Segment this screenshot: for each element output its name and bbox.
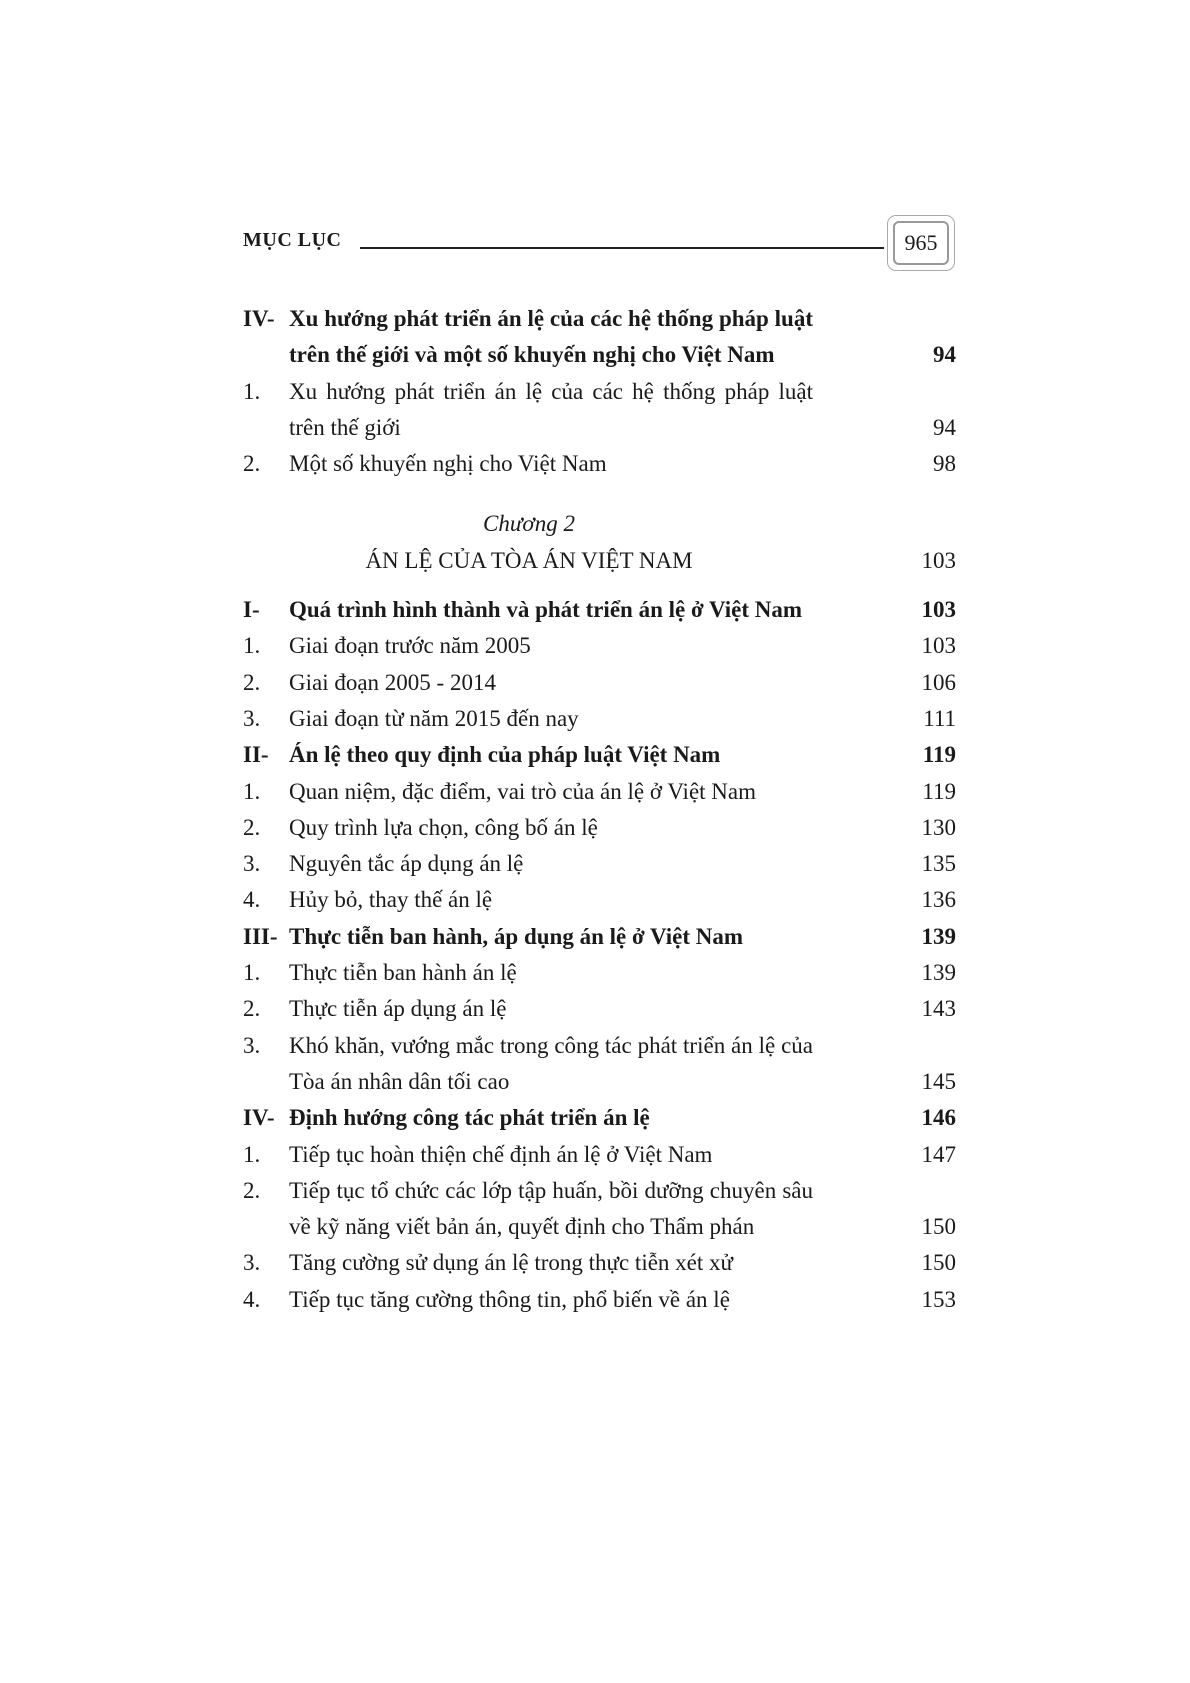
toc-entry[interactable]: [243, 774, 956, 810]
entry-number: 1.: [243, 378, 261, 404]
toc-entry[interactable]: [243, 955, 956, 991]
entry-title: Tiếp tục tăng cường thông tin, phổ biến về án lệ: [289, 1286, 730, 1312]
entry-page: 145: [921, 1068, 956, 1094]
entry-page: 150: [921, 1214, 956, 1240]
entry-title: Xu hướng phát triển án lệ của các hệ thống pháp luật trên thế giới: [289, 378, 813, 440]
entry-title: Tiếp tục hoàn thiện chế định án lệ ở Việt Nam: [289, 1141, 713, 1167]
page-number-box: [887, 215, 955, 271]
entry-title: Thực tiễn ban hành, áp dụng án lệ ở Việt Nam: [289, 923, 744, 949]
toc-entry[interactable]: [243, 846, 956, 882]
entry-number: 1.: [243, 633, 261, 659]
toc-entry[interactable]: [243, 701, 956, 737]
chapter-title: ÁN LỆ CỦA TÒA ÁN VIỆT NAM: [365, 547, 693, 573]
entry-title: Một số khuyến nghị cho Việt Nam: [289, 451, 607, 477]
entry-number: 1.: [243, 778, 261, 804]
entry-number: 4.: [243, 887, 261, 913]
entry-page: 135: [921, 851, 956, 877]
entry-page: 103: [921, 633, 956, 659]
toc-entry[interactable]: [243, 1245, 956, 1281]
entry-page: 153: [921, 1286, 956, 1312]
toc-section-entry[interactable]: [243, 301, 956, 374]
toc-entry[interactable]: [243, 810, 956, 846]
entry-page: 119: [922, 778, 956, 804]
entry-page: 94: [933, 414, 956, 440]
entry-title: Định hướng công tác phát triển án lệ: [289, 1105, 650, 1131]
header-title: MỤC LỤC: [243, 229, 342, 251]
entry-title: Quan niệm, đặc điểm, vai trò của án lệ ở Việt Nam: [289, 778, 757, 804]
header-rule: [360, 247, 884, 249]
entry-number: IV-: [243, 1105, 275, 1131]
toc-section-entry[interactable]: [243, 1100, 956, 1136]
entry-number: 3.: [243, 1250, 261, 1276]
toc-entry[interactable]: [243, 628, 956, 664]
entry-title: Thực tiễn ban hành án lệ: [289, 960, 517, 986]
entry-page: 143: [921, 996, 956, 1022]
toc-section-entry[interactable]: [243, 919, 956, 955]
entry-number: 3.: [243, 1032, 261, 1058]
entry-title: Tiếp tục tổ chức các lớp tập huấn, bồi dưỡng chuyên sâu về kỹ năng viết bản án, quyết định cho Thẩm phán: [289, 1177, 813, 1240]
chapter-heading[interactable]: [243, 543, 956, 579]
toc-entry[interactable]: [243, 991, 956, 1027]
toc-entry[interactable]: [243, 1137, 956, 1173]
entry-number: 2.: [243, 451, 261, 477]
toc-entry[interactable]: [243, 1173, 956, 1246]
chapter-page: 103: [921, 547, 956, 573]
toc-entry[interactable]: [243, 1028, 956, 1101]
toc-entry[interactable]: [243, 665, 956, 701]
entry-page: 146: [921, 1105, 956, 1131]
toc-entry[interactable]: [243, 1282, 956, 1318]
entry-number: 1.: [243, 960, 261, 986]
page-number: 965: [893, 221, 949, 265]
entry-page: 94: [933, 342, 956, 368]
entry-title: Xu hướng phát triển án lệ của các hệ thống pháp luật trên thế giới và một số khuyến nghị cho Việt Nam: [289, 306, 813, 368]
entry-page: 139: [921, 923, 956, 949]
entry-page: 136: [921, 887, 956, 913]
toc-entry[interactable]: [243, 374, 956, 447]
entry-number: 3.: [243, 851, 261, 877]
entry-number: 2.: [243, 669, 261, 695]
toc-section-entry[interactable]: [243, 592, 956, 628]
entry-title: Thực tiễn áp dụng án lệ: [289, 996, 507, 1022]
toc-entry[interactable]: [243, 446, 956, 482]
entry-title: Khó khăn, vướng mắc trong công tác phát triển án lệ của Tòa án nhân dân tối cao: [289, 1032, 813, 1094]
entry-title: Quy trình lựa chọn, công bố án lệ: [289, 814, 598, 840]
entry-number: 2.: [243, 996, 261, 1022]
entry-page: 98: [933, 451, 956, 477]
entry-title: Nguyên tắc áp dụng án lệ: [289, 851, 524, 877]
entry-number: III-: [243, 923, 278, 949]
entry-title: Giai đoạn trước năm 2005: [289, 633, 531, 659]
entry-title: Giai đoạn 2005 - 2014: [289, 669, 496, 695]
entry-page: 103: [921, 597, 956, 623]
entry-page: 111: [923, 705, 956, 731]
entry-number: IV-: [243, 306, 275, 331]
chapter-label: Chương 2: [483, 511, 575, 537]
entry-title: Giai đoạn từ năm 2015 đến nay: [289, 705, 579, 731]
table-of-contents: [243, 301, 956, 1318]
entries-list: [243, 592, 956, 1318]
toc-section-entry[interactable]: [243, 737, 956, 773]
spacer: [243, 579, 956, 592]
entry-number: 2.: [243, 1177, 261, 1203]
entry-page: 119: [922, 742, 956, 768]
entry-page: 130: [921, 814, 956, 840]
entry-number: 1.: [243, 1141, 261, 1167]
entry-number: I-: [243, 597, 260, 623]
entry-title: Quá trình hình thành và phát triển án lệ ở Việt Nam: [289, 597, 803, 623]
entry-title: Án lệ theo quy định của pháp luật Việt Nam: [289, 742, 721, 768]
entry-number: II-: [243, 742, 269, 768]
section-top-list: [243, 301, 956, 482]
toc-entry[interactable]: [243, 882, 956, 918]
entry-number: 3.: [243, 705, 261, 731]
entry-page: 106: [921, 669, 956, 695]
entry-number: 4.: [243, 1286, 261, 1312]
entry-page: 147: [921, 1141, 956, 1167]
entry-number: 2.: [243, 814, 261, 840]
entry-page: 150: [921, 1250, 956, 1276]
entry-page: 139: [921, 960, 956, 986]
entry-title: Tăng cường sử dụng án lệ trong thực tiễn xét xử: [289, 1250, 733, 1276]
entry-title: Hủy bỏ, thay thế án lệ: [289, 887, 493, 913]
